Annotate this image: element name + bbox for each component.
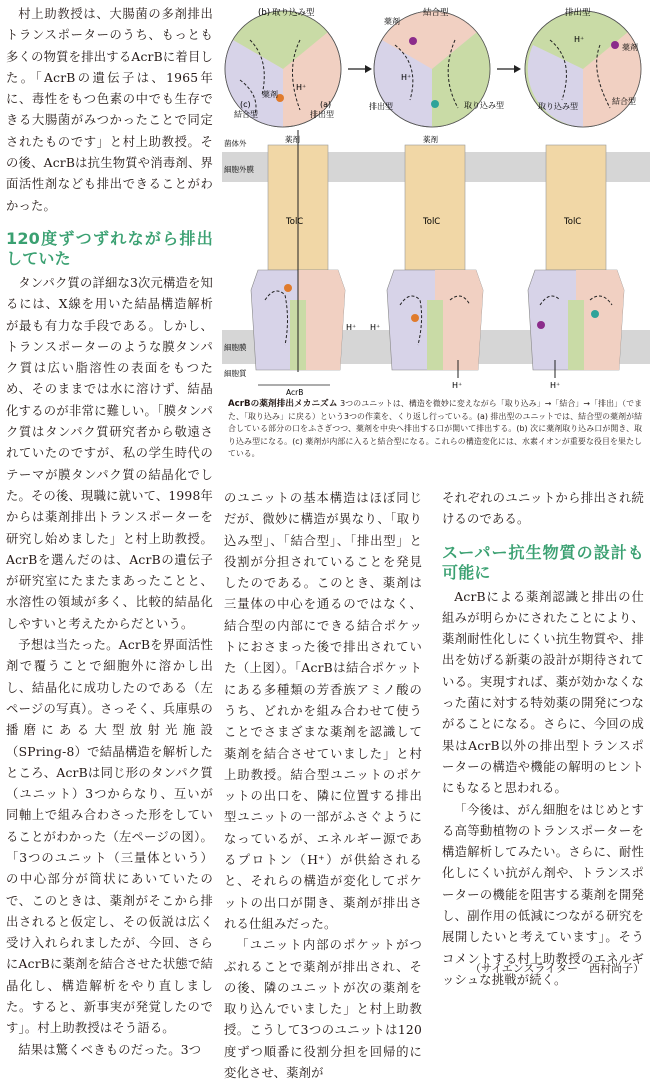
- svg-text:結合型: 結合型: [234, 110, 258, 119]
- svg-text:TolC: TolC: [423, 217, 441, 227]
- col1-paragraph-3: 予想は当たった。AcrBを界面活性剤で覆うことで細胞外に溶かし出し、結晶化に成功したのである（左ページの写真）。さっそく、兵庫県の播磨にある大型放射光施設（SPring-8）で結晶構造を解析したところ、AcrBは同じ形のタンパク質（ユニット）3つからなり、互いが同軸上で組み合わさった形をしていることがわかった（左ページの図）。「3つのユニット（三量体という）の中心部分が筒状にあいていたので、このときは、薬剤がそこから排出されると仮定し、その仮説は広く受け入れられましたが、今回、さらにAcrBに薬剤を結合させた状態で結晶化し、構造解析をやり直しました。すると、新事実が発覚したのです」。村上助教授はそう語る。: [6, 638, 213, 1036]
- svg-text:薬剤: 薬剤: [262, 90, 278, 99]
- svg-text:H⁺: H⁺: [346, 323, 357, 332]
- col2-paragraph-2: 「ユニット内部のポケットがつぶれることで薬剤が排出され、その後、隣のユニットが次の薬剤を取り込んでいました」と村上助教授。こうして3つのユニットは120度ずつ順番に役割分担を回帰的に変化させ、薬剤が: [224, 938, 422, 1081]
- figure-caption-title: AcrBの薬剤排出メカニズム: [228, 399, 338, 409]
- svg-text:薬剤: 薬剤: [384, 17, 400, 26]
- col1-heading: 120度ずつずれながら排出していた: [6, 228, 213, 268]
- col2-paragraph-1: のユニットの基本構造はほぼ同じだが、微妙に構造が異なり、「取り込み型」、「結合型」、「排出型」と役割が分担されていることを発見したのである。このとき、薬剤は三量体の中心を通るのではなく、結合型の内部にできる結合ポケットにおさまった後で排出されていた（上図）。「AcrBは結合ポケットにある多種類の芳香族アミノ酸のうち、どれかを組み合わせて使うことでさまざまな薬剤を認識して薬剤を結合させていました」と村上助教授。結合型ユニットのポケットの出口を、隣に位置する排出型ユニットの一部がふさぐようになっているが、エネルギー源であるプロトン（H⁺）が供給されると、それらの構造が変化してポケットの出口が開き、薬剤が排出される仕組みだった。: [224, 491, 422, 931]
- svg-text:取り込み型: 取り込み型: [464, 101, 504, 110]
- figure-caption-text: 3つのユニットは、構造を微妙に変えながら「取り込み」→「結合」→「排出」（でまた、「取り込み」に戻る）という3つの作業を、くり返し行っている。(a) 排出型のユニットでは、結合型の薬剤が結合している部分の口をふさぎつつ、薬剤を中央へ排出する口が開いて排出する。(b) 次に薬剤取り込み口が開き、取り込み型になる。(c) 薬剤が内部に入ると結合型になる。これらの構造変化には、水素イオンが重要な役目を果たしている。: [228, 399, 642, 459]
- svg-text:H⁺: H⁺: [574, 35, 585, 44]
- svg-text:排出型: 排出型: [369, 102, 393, 111]
- column-1: [6, 4, 213, 1061]
- svg-text:細胞外膜: 細胞外膜: [224, 165, 254, 174]
- col3-paragraph-1: それぞれのユニットから排出され続けるのである。: [442, 491, 644, 527]
- label-b-uptake: (b): [258, 8, 271, 18]
- col3-paragraph-3: 「今後は、がん細胞をはじめとする高等動植物のトランスポーターを構造解析してみたい。さらに、耐性化しにくい抗がん剤や、トランスポーターの機能を阻害する薬剤を開発し、副作用の低減につながる研究を展開したいと考えています」。そうコメントする村上助教授のエネルギッシュな挑戦が続く。: [442, 802, 644, 987]
- svg-text:H⁺: H⁺: [401, 73, 412, 82]
- column-2: [224, 488, 422, 1084]
- svg-text:細胞膜: 細胞膜: [224, 343, 247, 352]
- col1-paragraph-2: タンパク質の詳細な3次元構造を知るには、X線を用いた結晶構造解析が最も有力な手段である。しかし、トランスポーターのような膜タンパク質は広い脂溶性の表面をもつため、そのままでは水に溶けず、結晶化するのが非常に難しい。「膜タンパク質はタンパク質研究者から敬遠されていたのですが、私の学生時代のテーマが膜タンパク質の結晶化でした。その後、現職に就いて、1998年からは薬剤排出トランスポーターを研究し始めました」と村上助教授。AcrBを選んだのは、AcrBの遺伝子が研究室にたまたまあったことと、水溶性の領域が多く、比較的結晶化しやすいと考えたからだという。: [6, 275, 213, 631]
- svg-text:排出型: 排出型: [310, 110, 334, 119]
- svg-text:(a): (a): [320, 100, 332, 109]
- col3-heading: スーパー抗生物質の設計も可能に: [442, 542, 644, 582]
- svg-text:H⁺: H⁺: [370, 323, 381, 332]
- svg-text:H⁺: H⁺: [296, 83, 307, 92]
- svg-text:取り込み型: 取り込み型: [538, 102, 578, 111]
- svg-text:薬剤: 薬剤: [622, 43, 638, 52]
- svg-text:結合型: 結合型: [612, 97, 636, 106]
- svg-text:H⁺: H⁺: [452, 381, 463, 390]
- column-3: [442, 488, 644, 991]
- svg-text:AcrB: AcrB: [286, 388, 304, 397]
- svg-text:取り込み型: 取り込み型: [272, 8, 315, 18]
- author-credit: （サイエンスライター 西村尚子）: [470, 962, 645, 975]
- col1-paragraph-1: 村上助教授は、大腸菌の多剤排出トランスポーターのうち、もっとも多くの物質を排出するAcrBに着目した。「AcrBの遺伝子は、1965年に、毒性をもつ色素の中でも生存できる大腸菌がみつかったことで同定されたものです」と村上助教授。その後、AcrBは抗生物質や消毒剤、界面活性剤なども排出できることがわかった。: [6, 7, 213, 213]
- svg-text:結合型: 結合型: [423, 8, 449, 18]
- svg-text:(c): (c): [240, 100, 251, 109]
- svg-text:TolC: TolC: [286, 217, 304, 227]
- svg-text:H⁺: H⁺: [550, 381, 561, 390]
- col1-paragraph-4: 結果は驚くべきものだった。3つ: [18, 1042, 202, 1057]
- col3-paragraph-2: AcrBによる薬剤認識と排出の仕組みが明らかにされたことにより、薬剤耐性化しにくい抗生物質や、排出を妨げる新薬の設計が期待されている。実現すれば、薬が効かなくなった菌に対する特効薬の開発につながることになる。さらに、今回の成果はAcrB以外の排出型トランスポーターの構造や機能の解明のヒントにもなると思われる。: [442, 589, 644, 796]
- svg-text:TolC: TolC: [564, 217, 582, 227]
- svg-text:薬剤: 薬剤: [285, 135, 300, 144]
- svg-text:薬剤: 薬剤: [423, 135, 438, 144]
- svg-text:菌体外: 菌体外: [224, 139, 247, 148]
- figure-caption: [228, 398, 642, 461]
- svg-text:細胞質: 細胞質: [224, 369, 247, 378]
- svg-text:排出型: 排出型: [565, 8, 591, 18]
